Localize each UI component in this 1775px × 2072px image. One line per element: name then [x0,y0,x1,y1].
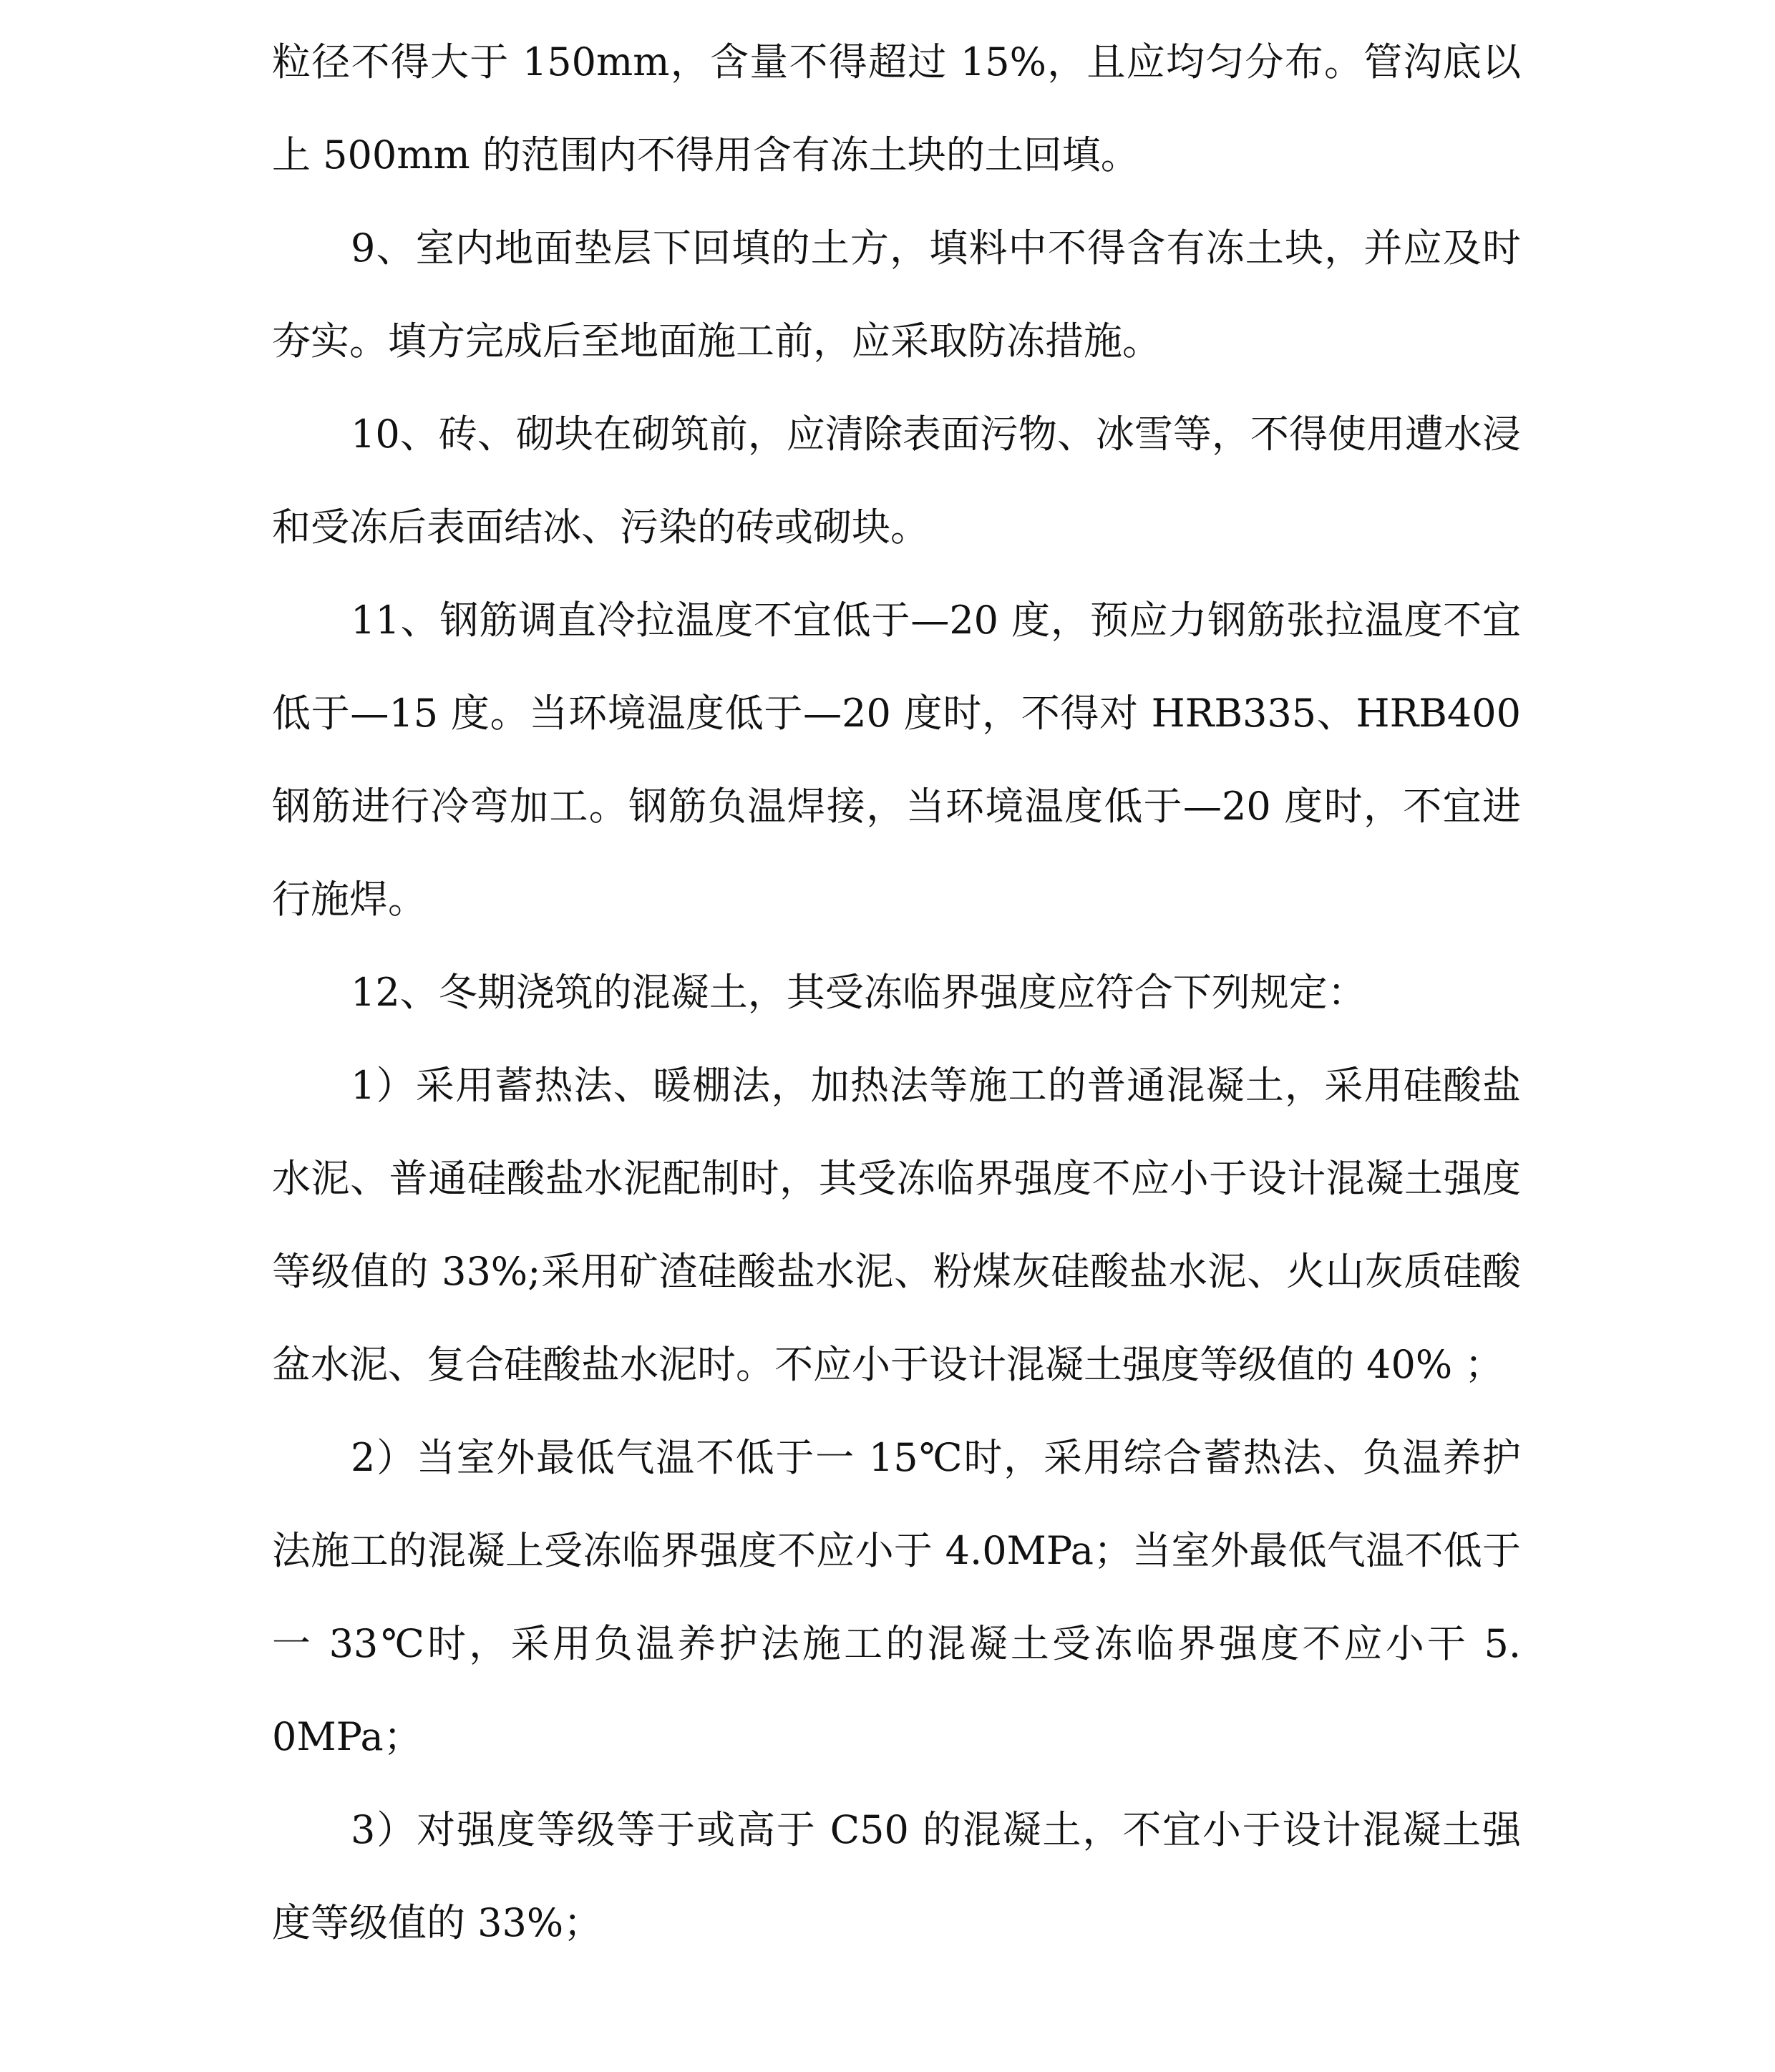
paragraph-item-11: 11、钢筋调直冷拉温度不宜低于—20 度，预应力钢筋张拉温度不宜低于—15 度。当环境温度低于—20 度时，不得对 HRB335、HRB400 钢筋进行冷弯加工。钢筋负温焊接，当环境温度低于—20 度时，不宜进行施焊。 [272,598,1521,922]
document-body [272,16,1521,1970]
paragraph-item-12-2: 2）当室外最低气温不低于一 15℃时，采用综合蓄热法、负温养护法施工的混凝上受冻临界强度不应小于 4.0MPa；当室外最低气温不低于一 33℃时，采用负温养护法施工的混凝土受冻临界强度不应小干 5. 0MPa； [272,1435,1521,1759]
paragraph-item-12-1: 1）采用蓄热法、暖棚法，加热法等施工的普通混凝土，采用硅酸盐水泥、普通硅酸盐水泥配制时，其受冻临界强度不应小于设计混凝土强度等级值的 33%;采用矿渣硅酸盐水泥、粉煤灰硅酸盐水泥、火山灰质硅酸盆水泥、复合硅酸盐水泥时。不应小于设计混凝土强度等级值的 40% ； [272,1063,1521,1387]
paragraph-continuation: 粒径不得大于 150mm，含量不得超过 15%，且应均匀分布。管沟底以上 500mm 的范围内不得用含有冻土块的土回填。 [272,39,1521,177]
paragraph-item-9: 9、室内地面垫层下回填的土方，填料中不得含有冻土块，并应及时夯实。填方完成后至地面施工前，应采取防冻措施。 [272,225,1521,364]
paragraph-item-12: 12、冬期浇筑的混凝土，其受冻临界强度应符合下列规定： [351,970,1366,1015]
paragraph-item-12-3: 3）对强度等级等于或高于 C50 的混凝土，不宜小于设计混凝土强度等级值的 33%； [272,1807,1521,1945]
paragraph-item-10: 10、砖、砌块在砌筑前，应清除表面污物、冰雪等，不得使用遭水浸和受冻后表面结冰、污染的砖或砌块。 [272,412,1521,550]
